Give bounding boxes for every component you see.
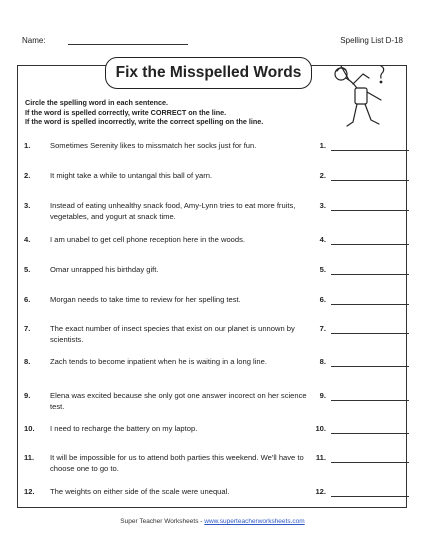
footer-brand: Super Teacher Worksheets xyxy=(120,518,199,525)
answer-line[interactable] xyxy=(331,366,409,367)
question-text: I need to recharge the battery on my laptop. xyxy=(50,424,198,433)
question-text: Morgan needs to take time to review for her spelling test. xyxy=(50,295,241,304)
answer-number: 5. xyxy=(319,265,326,274)
instruction-line: Circle the spelling word in each sentence. xyxy=(25,98,168,107)
question-number: 10. xyxy=(24,424,35,433)
answer-line[interactable] xyxy=(331,150,409,151)
question-text: The weights on either side of the scale were unequal. xyxy=(50,487,230,496)
question-text: Instead of eating unhealthy snack food, Amy-Lynn tries to eat more fruits, vegetables, and yogurt at snack time. xyxy=(50,201,296,221)
name-input-line[interactable] xyxy=(68,36,188,45)
answer-number: 10. xyxy=(315,424,326,433)
answer-line[interactable] xyxy=(331,433,409,434)
answer-number: 9. xyxy=(319,391,326,400)
answer-number: 11. xyxy=(315,453,326,462)
answer-line[interactable] xyxy=(331,274,409,275)
answer-line[interactable] xyxy=(331,462,409,463)
question-number: 1. xyxy=(24,141,31,150)
question-text: It might take a while to untangal this ball of yarn. xyxy=(50,171,213,180)
answer-line[interactable] xyxy=(331,244,409,245)
name-label: Name: xyxy=(22,36,46,45)
answer-line[interactable] xyxy=(331,210,409,211)
question-number: 4. xyxy=(24,235,31,244)
question-text: Zach tends to become inpatient when he is waiting in a long line. xyxy=(50,357,267,366)
question-number: 5. xyxy=(24,265,31,274)
instructions xyxy=(25,98,263,127)
answer-line[interactable] xyxy=(331,180,409,181)
answer-number: 2. xyxy=(319,171,326,180)
answer-number: 7. xyxy=(319,324,326,333)
question-text: I am unabel to get cell phone reception here in the woods. xyxy=(50,235,246,244)
footer-separator: - xyxy=(198,518,205,525)
question-text: Sometimes Serenity likes to missmatch her socks just for fun. xyxy=(50,141,257,150)
worksheet-title: Fix the Misspelled Words xyxy=(105,57,312,89)
answer-line[interactable] xyxy=(331,304,409,305)
question-number: 2. xyxy=(24,171,31,180)
question-number: 12. xyxy=(24,487,35,496)
instruction-line: If the word is spelled correctly, write CORRECT on the line. xyxy=(25,107,227,117)
confused-student-illustration xyxy=(327,62,397,132)
footer xyxy=(0,518,425,525)
answer-number: 4. xyxy=(319,235,326,244)
question-number: 3. xyxy=(24,201,31,210)
question-number: 6. xyxy=(24,295,31,304)
answer-line[interactable] xyxy=(331,496,409,497)
question-text: Omar unrapped his birthday gift. xyxy=(50,265,159,274)
answer-number: 6. xyxy=(319,295,326,304)
question-text: The exact number of insect species that exist on our planet is unnown by scientists. xyxy=(50,324,295,344)
answer-number: 8. xyxy=(319,357,326,366)
question-number: 9. xyxy=(24,391,31,400)
footer-link[interactable]: www.superteacherworksheets.com xyxy=(204,518,305,525)
answer-number: 3. xyxy=(319,201,326,210)
answer-line[interactable] xyxy=(331,400,409,401)
question-text: Elena was excited because she only got one answer incorect on her science test. xyxy=(50,391,307,411)
question-number: 11. xyxy=(24,453,35,462)
name-field xyxy=(22,36,188,45)
question-text: It will be impossible for us to attend both parties this weekend. We'll have to choose one to go to. xyxy=(50,453,304,473)
question-number: 7. xyxy=(24,324,31,333)
spelling-list-label: Spelling List D-18 xyxy=(340,36,403,45)
answer-line[interactable] xyxy=(331,333,409,334)
question-number: 8. xyxy=(24,357,31,366)
answer-number: 12. xyxy=(315,487,326,496)
answer-number: 1. xyxy=(319,141,326,150)
instruction-line: If the word is spelled incorrectly, write the correct spelling on the line. xyxy=(25,117,264,126)
